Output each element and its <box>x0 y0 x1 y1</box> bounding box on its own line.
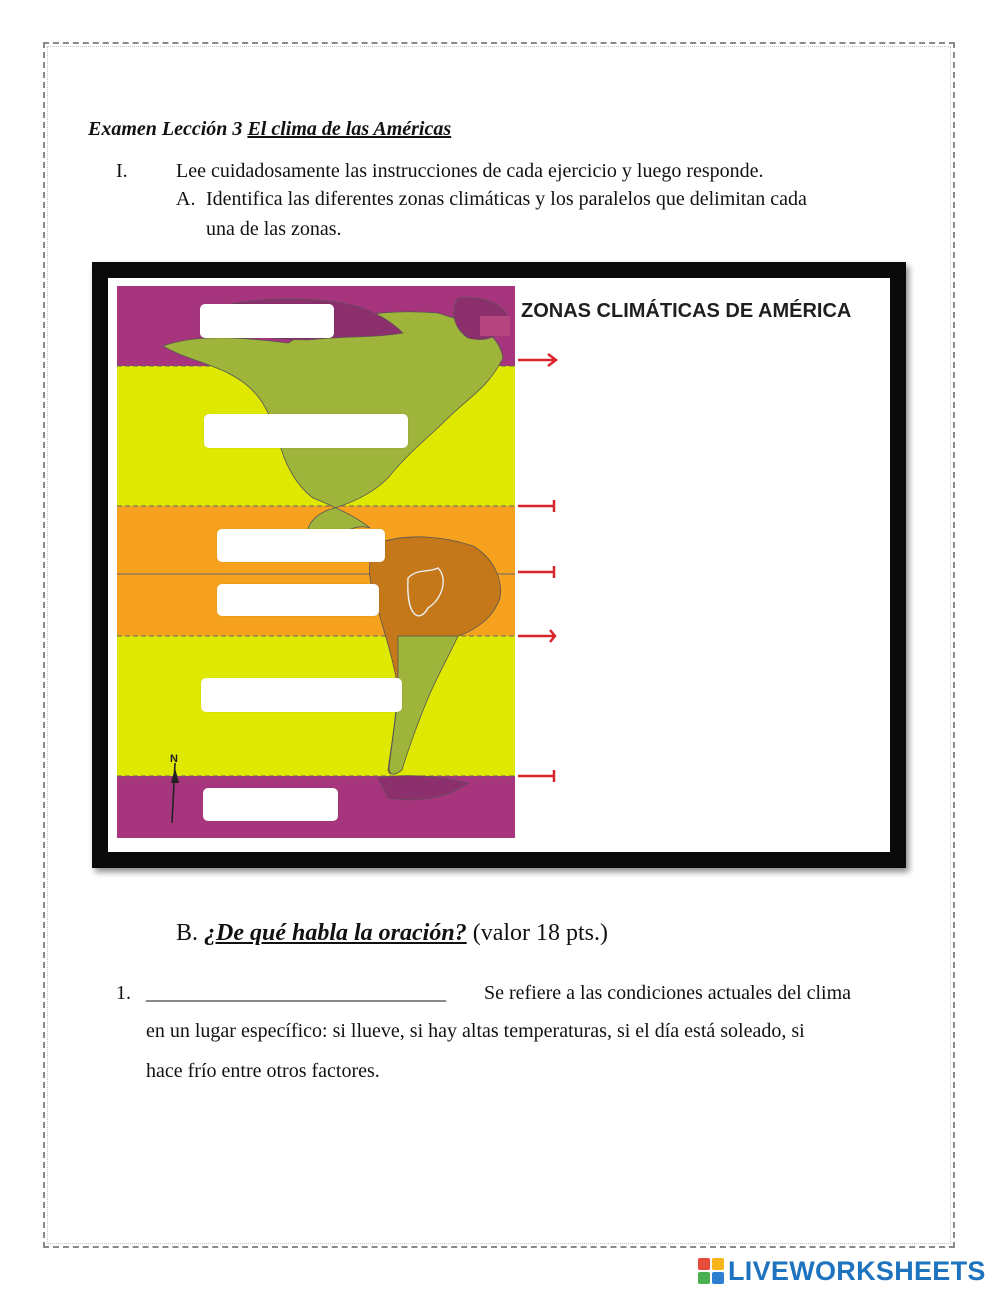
section-b-heading <box>176 920 608 947</box>
instruction-number: I. <box>116 160 128 182</box>
question-1-number: 1. <box>116 982 131 1004</box>
map-heading: ZONAS CLIMÁTICAS DE AMÉRICA <box>521 300 852 322</box>
arrow-5 <box>518 770 554 782</box>
zone-answer-box-4[interactable] <box>217 584 379 616</box>
sub-instruction-letter: A. <box>176 188 196 210</box>
zone-answer-box-1[interactable] <box>200 304 334 338</box>
question-1-line2: en un lugar específico: si llueve, si hay altas temperaturas, si el día está soleado, si <box>146 1020 805 1042</box>
arrow-3 <box>518 566 554 578</box>
zone-answer-box-2[interactable] <box>204 414 408 448</box>
parallel-arrows <box>518 354 556 782</box>
climate-zone-map <box>108 278 890 852</box>
zone-answer-box-5[interactable] <box>201 678 402 712</box>
sub-instruction-line1: Identifica las diferentes zonas climáticas y los paralelos que delimitan cada <box>206 188 807 210</box>
question-1-line3: hace frío entre otros factores. <box>146 1060 380 1082</box>
compass-label: N <box>170 753 178 765</box>
zone-answer-box-6[interactable] <box>203 788 338 821</box>
arrow-4 <box>518 630 555 642</box>
arrow-1 <box>518 354 556 366</box>
sub-instruction-line2: una de las zonas. <box>206 218 342 240</box>
question-1-line1: Se refiere a las condiciones actuales del clima <box>484 982 852 1004</box>
liveworksheets-logo-icon <box>698 1258 724 1284</box>
section-b-question: ¿De qué habla la oración? <box>204 920 467 946</box>
map-stain <box>480 316 510 336</box>
section-b-letter: B. <box>176 920 205 946</box>
title-prefix: Examen Lección 3 <box>88 118 248 140</box>
title-lesson-name: El clima de las Américas <box>247 118 452 140</box>
instruction-text: Lee cuidadosamente las instrucciones de cada ejercicio y luego responde. <box>176 160 764 182</box>
arrow-2 <box>518 500 554 512</box>
page-title <box>88 118 451 141</box>
map-illustration <box>108 278 890 852</box>
liveworksheets-wordmark: LIVEWORKSHEETS <box>728 1255 986 1286</box>
section-b-value: (valor 18 pts.) <box>466 920 609 946</box>
zone-answer-box-3[interactable] <box>217 529 385 562</box>
question-1-blank[interactable]: ______________________________ <box>146 982 446 1004</box>
liveworksheets-branding <box>698 1256 986 1286</box>
